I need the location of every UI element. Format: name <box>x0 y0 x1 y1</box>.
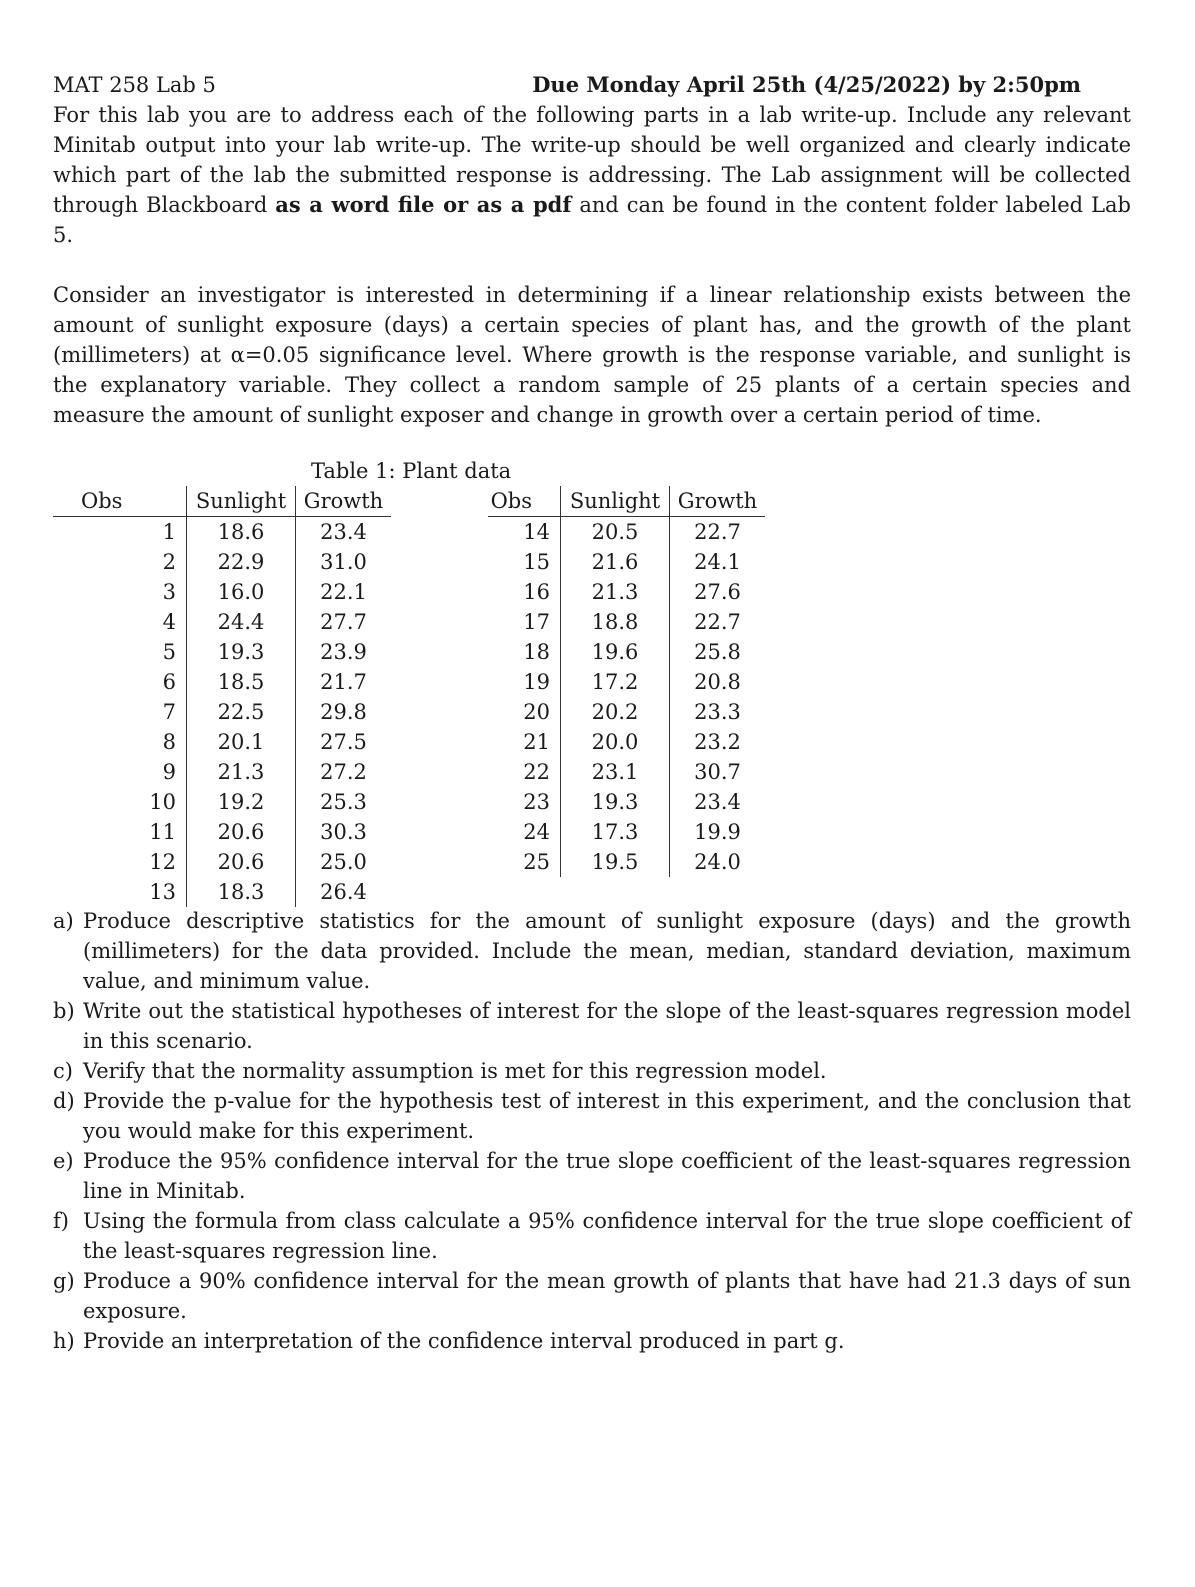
cell-obs: 3 <box>53 577 187 607</box>
cell-growth: 23.9 <box>320 640 367 664</box>
plant-table-left <box>53 486 391 907</box>
cell-obs: 1 <box>53 517 187 548</box>
table-row <box>488 757 765 787</box>
plant-table-right <box>488 486 765 877</box>
question-text: Using the formula from class calculate a 95% confidence interval for the true slope coefficient of the least-squares regression line. <box>83 1209 1131 1263</box>
cell-sunlight: 20.5 <box>561 517 670 548</box>
cell-growth: 26.4 <box>320 880 367 904</box>
scenario-paragraph: Consider an investigator is interested in determining if a linear relationship exists between the amount of sunlight exposure (days) a certain species of plant has, and the growth of the plant (millimeters) at α=0.05 significance level. Where growth is the response variable, and sunlight is the explanatory variable. They collect a random sample of 25 plants of a certain species and measure the amount of sunlight exposer and change in growth over a certain period of time. <box>53 283 1131 427</box>
cell-obs: 23 <box>488 787 561 817</box>
cell-sunlight: 20.0 <box>561 727 670 757</box>
cell-obs: 5 <box>53 637 187 667</box>
cell-sunlight: 21.6 <box>561 547 670 577</box>
cell-growth: 22.7 <box>694 610 741 634</box>
cell-sunlight: 17.3 <box>561 817 670 847</box>
cell-growth: 25.8 <box>694 640 741 664</box>
question-part <box>53 1326 1131 1356</box>
table-row <box>488 697 765 727</box>
cell-sunlight: 17.2 <box>561 667 670 697</box>
question-label: e) <box>53 1149 74 1173</box>
table-row <box>488 577 765 607</box>
cell-obs: 17 <box>488 607 561 637</box>
cell-growth: 30.7 <box>694 760 741 784</box>
cell-growth: 27.6 <box>694 580 741 604</box>
header-obs: Obs <box>488 486 561 517</box>
table-row <box>488 607 765 637</box>
table-row <box>488 667 765 697</box>
table-row <box>488 517 765 548</box>
cell-sunlight: 19.3 <box>187 637 296 667</box>
cell-obs: 13 <box>53 877 187 907</box>
cell-obs: 10 <box>53 787 187 817</box>
question-text: Produce a 90% confidence interval for the mean growth of plants that have had 21.3 days of sun exposure. <box>83 1269 1131 1323</box>
cell-sunlight: 18.3 <box>187 877 296 907</box>
table-row <box>488 547 765 577</box>
cell-sunlight: 20.6 <box>187 817 296 847</box>
cell-obs: 18 <box>488 637 561 667</box>
cell-growth: 21.7 <box>320 670 367 694</box>
table-row <box>53 577 391 607</box>
intro-bold: as a word file or as a pdf <box>275 192 572 217</box>
question-part <box>53 1146 1131 1206</box>
question-text: Verify that the normality assumption is met for this regression model. <box>83 1059 827 1083</box>
cell-sunlight: 21.3 <box>187 757 296 787</box>
table-row <box>53 787 391 817</box>
table-row <box>53 877 391 907</box>
cell-sunlight: 19.2 <box>187 787 296 817</box>
table-header-row <box>53 486 391 517</box>
cell-growth: 27.5 <box>320 730 367 754</box>
cell-growth: 19.9 <box>694 820 741 844</box>
question-part <box>53 1086 1131 1146</box>
cell-growth: 22.7 <box>694 520 741 544</box>
question-part <box>53 996 1131 1056</box>
question-text: Produce descriptive statistics for the amount of sunlight exposure (days) and the growth (millimeters) for the data provided. Include the mean, median, standard deviation, maximum value, and minimum value. <box>83 909 1131 993</box>
cell-growth: 23.2 <box>694 730 741 754</box>
due-date: Due Monday April 25th (4/25/2022) by 2:50pm <box>532 72 1081 97</box>
header-sunlight: Sunlight <box>561 486 670 517</box>
cell-obs: 7 <box>53 697 187 727</box>
table-header-row <box>488 486 765 517</box>
cell-obs: 19 <box>488 667 561 697</box>
cell-obs: 15 <box>488 547 561 577</box>
table-row <box>488 637 765 667</box>
cell-growth: 22.1 <box>320 580 367 604</box>
table-row <box>53 697 391 727</box>
table-row <box>53 637 391 667</box>
cell-obs: 2 <box>53 547 187 577</box>
header-growth: Growth <box>296 486 392 517</box>
cell-sunlight: 20.1 <box>187 727 296 757</box>
cell-obs: 22 <box>488 757 561 787</box>
question-text: Provide an interpretation of the confidence interval produced in part g. <box>83 1329 845 1353</box>
cell-growth: 30.3 <box>320 820 367 844</box>
cell-growth: 31.0 <box>320 550 367 574</box>
cell-obs: 20 <box>488 697 561 727</box>
question-label: h) <box>53 1329 75 1353</box>
cell-sunlight: 21.3 <box>561 577 670 607</box>
cell-obs: 25 <box>488 847 561 877</box>
table-row <box>488 847 765 877</box>
cell-growth: 25.3 <box>320 790 367 814</box>
cell-sunlight: 18.6 <box>187 517 296 548</box>
intro-paragraph <box>53 100 1131 250</box>
header-growth: Growth <box>670 486 766 517</box>
cell-obs: 11 <box>53 817 187 847</box>
cell-obs: 6 <box>53 667 187 697</box>
cell-sunlight: 24.4 <box>187 607 296 637</box>
cell-growth: 25.0 <box>320 850 367 874</box>
cell-growth: 27.2 <box>320 760 367 784</box>
cell-growth: 24.0 <box>694 850 741 874</box>
cell-sunlight: 22.5 <box>187 697 296 727</box>
question-label: c) <box>53 1059 73 1083</box>
cell-obs: 14 <box>488 517 561 548</box>
table-row <box>53 817 391 847</box>
cell-obs: 24 <box>488 817 561 847</box>
question-part <box>53 1056 1131 1086</box>
cell-sunlight: 19.6 <box>561 637 670 667</box>
question-part <box>53 906 1131 996</box>
question-label: f) <box>53 1209 69 1233</box>
cell-growth: 20.8 <box>694 670 741 694</box>
cell-growth: 23.4 <box>320 520 367 544</box>
cell-obs: 16 <box>488 577 561 607</box>
table-row <box>53 757 391 787</box>
table-row <box>53 517 391 548</box>
cell-sunlight: 20.6 <box>187 847 296 877</box>
question-part <box>53 1206 1131 1266</box>
lab-document <box>53 70 1131 1356</box>
cell-obs: 4 <box>53 607 187 637</box>
cell-growth: 23.4 <box>694 790 741 814</box>
cell-sunlight: 18.8 <box>561 607 670 637</box>
table-caption: Table 1: Plant data <box>311 459 512 483</box>
question-text: Write out the statistical hypotheses of interest for the slope of the least-squares regression model in this scenario. <box>83 999 1131 1053</box>
course-title: MAT 258 Lab 5 <box>53 73 216 97</box>
header <box>53 70 1131 100</box>
question-label: d) <box>53 1089 75 1113</box>
cell-obs: 8 <box>53 727 187 757</box>
table-row <box>488 817 765 847</box>
header-obs: Obs <box>53 486 187 517</box>
cell-sunlight: 22.9 <box>187 547 296 577</box>
cell-growth: 23.3 <box>694 700 741 724</box>
table-row <box>53 547 391 577</box>
table-row <box>488 727 765 757</box>
cell-growth: 27.7 <box>320 610 367 634</box>
cell-obs: 21 <box>488 727 561 757</box>
question-text: Produce the 95% confidence interval for the true slope coefficient of the least-squares regression line in Minitab. <box>83 1149 1131 1203</box>
table-row <box>488 787 765 817</box>
cell-obs: 12 <box>53 847 187 877</box>
header-sunlight: Sunlight <box>187 486 296 517</box>
question-parts <box>53 906 1131 1356</box>
cell-growth: 29.8 <box>320 700 367 724</box>
cell-growth: 24.1 <box>694 550 741 574</box>
cell-sunlight: 20.2 <box>561 697 670 727</box>
cell-sunlight: 18.5 <box>187 667 296 697</box>
question-label: b) <box>53 999 75 1023</box>
question-part <box>53 1266 1131 1326</box>
cell-sunlight: 23.1 <box>561 757 670 787</box>
table-row <box>53 727 391 757</box>
intro-text-2: and can be found in the content folder labeled Lab 5. <box>53 193 1131 247</box>
cell-sunlight: 16.0 <box>187 577 296 607</box>
plant-data-tables <box>53 486 1131 906</box>
question-label: a) <box>53 909 74 933</box>
table-row <box>53 667 391 697</box>
cell-sunlight: 19.3 <box>561 787 670 817</box>
table-row <box>53 847 391 877</box>
cell-sunlight: 19.5 <box>561 847 670 877</box>
cell-obs: 9 <box>53 757 187 787</box>
question-text: Provide the p-value for the hypothesis test of interest in this experiment, and the conclusion that you would make for this experiment. <box>83 1089 1131 1143</box>
table-row <box>53 607 391 637</box>
intro-text-1: For this lab you are to address each of the following parts in a lab write-up. Include any relevant Minitab output into your lab write-up. The write-up should be well organized and clearly indicate which part of the lab the submitted response is addressing. The Lab assignment will be collected through Blackboard <box>53 103 1131 217</box>
question-label: g) <box>53 1269 75 1293</box>
